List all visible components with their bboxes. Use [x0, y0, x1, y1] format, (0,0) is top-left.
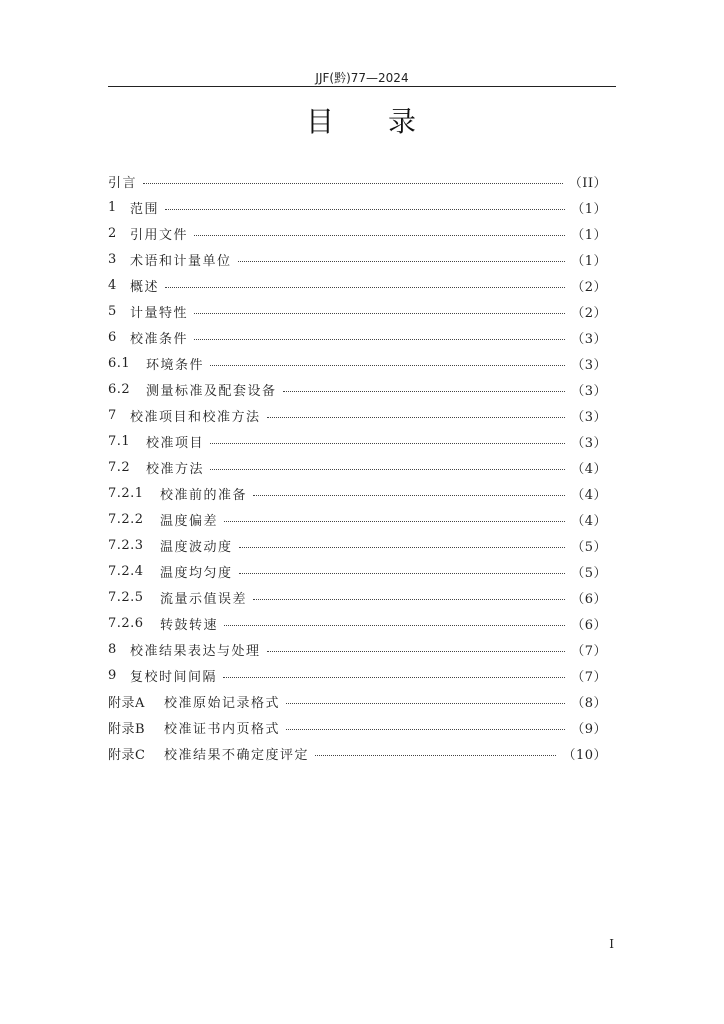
dot-leader — [224, 521, 565, 522]
toc-page: （7） — [571, 643, 607, 659]
toc-page: （4） — [571, 461, 607, 477]
toc-number: 7.1 — [108, 433, 131, 449]
toc-label: 引用文件 — [130, 227, 189, 243]
toc-page: （4） — [571, 513, 607, 529]
toc-number: 7.2.6 — [108, 615, 144, 631]
dot-leader — [239, 547, 566, 548]
toc-label: 温度波动度 — [160, 539, 233, 555]
toc-number: 附录C — [108, 747, 146, 763]
toc-label: 引言 — [108, 175, 138, 191]
toc-number: 7.2.1 — [108, 485, 144, 501]
toc-number: 8 — [108, 641, 117, 657]
toc-number: 7.2 — [108, 459, 131, 475]
dot-leader — [210, 365, 565, 366]
toc-number: 附录A — [108, 695, 145, 711]
toc-entry-7-2-3[interactable] — [108, 532, 607, 558]
dot-leader — [143, 183, 563, 184]
toc-page: （4） — [571, 487, 607, 503]
toc-entry-5[interactable] — [108, 298, 607, 324]
toc-label: 术语和计量单位 — [130, 253, 232, 269]
toc-page: （8） — [571, 695, 607, 711]
dot-leader — [165, 287, 565, 288]
document-code: JJF(黔)77—2024 — [315, 71, 409, 85]
toc-label: 校准原始记录格式 — [164, 695, 281, 711]
toc-page: （2） — [571, 305, 607, 321]
toc-number: 4 — [108, 277, 117, 293]
toc-entry-7[interactable] — [108, 402, 607, 428]
toc-page: （9） — [571, 721, 607, 737]
toc-label: 校准方法 — [146, 461, 205, 477]
dot-leader — [267, 651, 566, 652]
dot-leader — [267, 417, 566, 418]
toc-entry-9[interactable] — [108, 662, 607, 688]
toc-number: 7.2.2 — [108, 511, 144, 527]
toc-entry-7-2-2[interactable] — [108, 506, 607, 532]
dot-leader — [210, 443, 565, 444]
dot-leader — [223, 677, 565, 678]
toc-entry-7-1[interactable] — [108, 428, 607, 454]
toc-label: 测量标准及配套设备 — [146, 383, 277, 399]
toc-page: （II） — [568, 175, 607, 191]
dot-leader — [194, 339, 565, 340]
dot-leader — [194, 313, 565, 314]
toc-entry-2[interactable] — [108, 220, 607, 246]
toc-label: 校准证书内页格式 — [164, 721, 281, 737]
toc-label: 转鼓转速 — [160, 617, 219, 633]
toc-page: （5） — [571, 539, 607, 555]
header-rule — [108, 86, 616, 87]
dot-leader — [210, 469, 565, 470]
toc-entry-appendix-c[interactable] — [108, 740, 607, 766]
toc-page: （2） — [571, 279, 607, 295]
toc-entry-6-2[interactable] — [108, 376, 607, 402]
toc-page: （3） — [571, 331, 607, 347]
toc-label: 环境条件 — [146, 357, 205, 373]
toc-number: 6 — [108, 329, 117, 345]
toc-number: 6.2 — [108, 381, 131, 397]
toc-label: 概述 — [130, 279, 160, 295]
toc-label: 校准前的准备 — [160, 487, 248, 503]
toc-page: （3） — [571, 409, 607, 425]
toc-label: 校准条件 — [130, 331, 189, 347]
toc-entry-appendix-a[interactable] — [108, 688, 607, 714]
toc-entry-8[interactable] — [108, 636, 607, 662]
dot-leader — [253, 599, 565, 600]
toc-page: （3） — [571, 383, 607, 399]
title-char-1: 目 — [305, 105, 336, 138]
toc-page: （5） — [571, 565, 607, 581]
toc-number: 7 — [108, 407, 117, 423]
dot-leader — [286, 703, 565, 704]
toc-page: （1） — [571, 201, 607, 217]
toc-number: 1 — [108, 199, 117, 215]
toc-entry-7-2-6[interactable] — [108, 610, 607, 636]
toc-entry-6-1[interactable] — [108, 350, 607, 376]
toc-page: （3） — [571, 357, 607, 373]
dot-leader — [283, 391, 566, 392]
toc-number: 9 — [108, 667, 117, 683]
toc-entry-7-2[interactable] — [108, 454, 607, 480]
toc-number: 3 — [108, 251, 117, 267]
toc-page: （7） — [571, 669, 607, 685]
toc-label: 复校时间间隔 — [130, 669, 218, 685]
toc-entry-6[interactable] — [108, 324, 607, 350]
page-title — [0, 100, 724, 140]
toc-label: 范围 — [130, 201, 160, 217]
toc-number: 6.1 — [108, 355, 131, 371]
toc-entry-3[interactable] — [108, 246, 607, 272]
dot-leader — [165, 209, 565, 210]
toc-label: 校准结果表达与处理 — [130, 643, 261, 659]
toc-page: （1） — [571, 253, 607, 269]
toc-number: 5 — [108, 303, 117, 319]
dot-leader — [238, 261, 566, 262]
toc-page: （1） — [571, 227, 607, 243]
toc-entry-appendix-b[interactable] — [108, 714, 607, 740]
toc-number: 附录B — [108, 721, 146, 737]
page-number: I — [609, 937, 614, 951]
table-of-contents — [108, 168, 607, 766]
toc-label: 温度均匀度 — [160, 565, 233, 581]
dot-leader — [253, 495, 565, 496]
toc-number: 7.2.4 — [108, 563, 144, 579]
toc-label: 流量示值误差 — [160, 591, 248, 607]
toc-label: 校准项目和校准方法 — [130, 409, 261, 425]
toc-label: 温度偏差 — [160, 513, 219, 529]
dot-leader — [239, 573, 566, 574]
dot-leader — [315, 755, 556, 756]
toc-number: 7.2.5 — [108, 589, 144, 605]
toc-label: 校准项目 — [146, 435, 205, 451]
dot-leader — [286, 729, 565, 730]
dot-leader — [194, 235, 565, 236]
dot-leader — [224, 625, 565, 626]
toc-label: 校准结果不确定度评定 — [164, 747, 310, 763]
toc-entry-7-2-4[interactable] — [108, 558, 607, 584]
toc-number: 2 — [108, 225, 117, 241]
toc-entry-7-2-1[interactable] — [108, 480, 607, 506]
toc-page: （6） — [571, 617, 607, 633]
toc-page: （3） — [571, 435, 607, 451]
toc-page: （6） — [571, 591, 607, 607]
toc-entry-7-2-5[interactable] — [108, 584, 607, 610]
toc-label: 计量特性 — [130, 305, 189, 321]
toc-entry-1[interactable] — [108, 194, 607, 220]
toc-page: （10） — [562, 747, 607, 763]
toc-entry-introduction[interactable] — [108, 168, 607, 194]
title-char-2: 录 — [388, 105, 419, 138]
toc-number: 7.2.3 — [108, 537, 144, 553]
toc-entry-4[interactable] — [108, 272, 607, 298]
